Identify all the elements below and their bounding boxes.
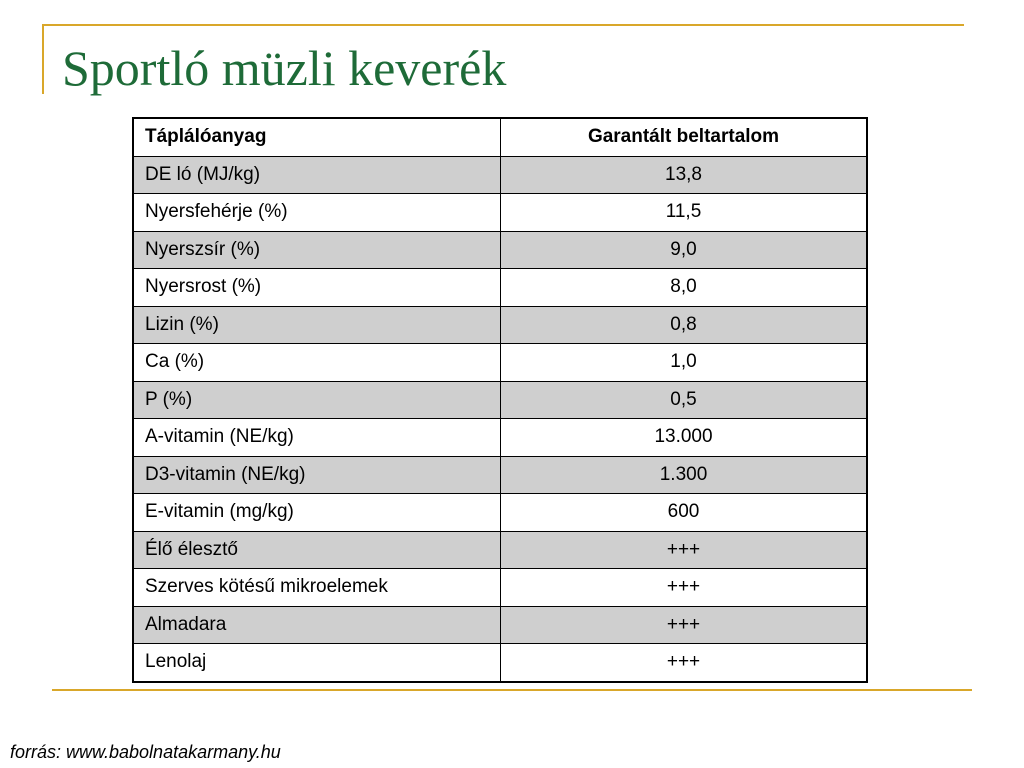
nutrient-name: E-vitamin (mg/kg) xyxy=(133,494,501,532)
nutrient-name: Nyersfehérje (%) xyxy=(133,194,501,232)
nutrient-value: +++ xyxy=(501,569,868,607)
table-row xyxy=(133,344,867,382)
source-note: forrás: www.babolnatakarmany.hu xyxy=(10,742,281,762)
nutrient-name: DE ló (MJ/kg) xyxy=(133,156,501,194)
table-row xyxy=(133,494,867,532)
nutrient-value: 11,5 xyxy=(501,194,868,232)
nutrient-name: A-vitamin (NE/kg) xyxy=(133,419,501,457)
table-row xyxy=(133,644,867,682)
nutrient-name: Nyerszsír (%) xyxy=(133,231,501,269)
nutrient-value: +++ xyxy=(501,606,868,644)
nutrient-value: 1.300 xyxy=(501,456,868,494)
header-nutrient: Táplálóanyag xyxy=(133,118,501,156)
table-row xyxy=(133,269,867,307)
top-accent-line xyxy=(42,24,964,26)
left-accent-line xyxy=(42,24,44,94)
table-row xyxy=(133,306,867,344)
nutrient-table xyxy=(132,117,868,683)
table-row xyxy=(133,456,867,494)
nutrient-value: +++ xyxy=(501,531,868,569)
nutrient-name: Almadara xyxy=(133,606,501,644)
bottom-accent-line xyxy=(52,689,972,691)
nutrient-name: Élő élesztő xyxy=(133,531,501,569)
nutrient-value: 13.000 xyxy=(501,419,868,457)
nutrient-name: Szerves kötésű mikroelemek xyxy=(133,569,501,607)
slide-title: Sportló müzli keverék xyxy=(62,40,507,96)
table-row xyxy=(133,419,867,457)
nutrient-value: 8,0 xyxy=(501,269,868,307)
nutrient-name: Lizin (%) xyxy=(133,306,501,344)
table-header-row xyxy=(133,118,867,156)
table-row xyxy=(133,194,867,232)
table-row xyxy=(133,381,867,419)
nutrient-name: Ca (%) xyxy=(133,344,501,382)
nutrient-value: 13,8 xyxy=(501,156,868,194)
nutrient-value: 0,5 xyxy=(501,381,868,419)
table-row xyxy=(133,606,867,644)
nutrient-name: Nyersrost (%) xyxy=(133,269,501,307)
table-row xyxy=(133,569,867,607)
table-row xyxy=(133,156,867,194)
nutrient-value: 1,0 xyxy=(501,344,868,382)
nutrient-name: D3-vitamin (NE/kg) xyxy=(133,456,501,494)
table-row xyxy=(133,531,867,569)
nutrient-value: 0,8 xyxy=(501,306,868,344)
nutrient-value: +++ xyxy=(501,644,868,682)
nutrient-name: P (%) xyxy=(133,381,501,419)
nutrient-value: 9,0 xyxy=(501,231,868,269)
nutrient-name: Lenolaj xyxy=(133,644,501,682)
header-guaranteed-content: Garantált beltartalom xyxy=(501,118,868,156)
table-row xyxy=(133,231,867,269)
nutrient-value: 600 xyxy=(501,494,868,532)
